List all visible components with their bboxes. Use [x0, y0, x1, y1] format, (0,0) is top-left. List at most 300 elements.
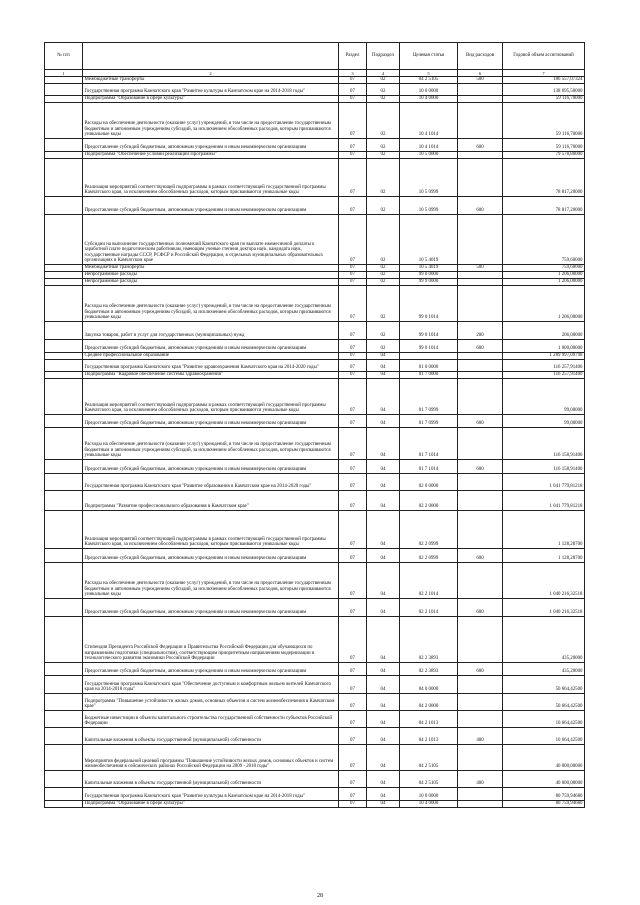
row-exptype-cell: 500	[458, 265, 503, 272]
row-name-cell: Предоставление субсидий бюджетным, автономным учреждениям и иным некоммерческим организациям	[83, 139, 339, 152]
row-num-cell	[45, 801, 83, 808]
row-subsection-cell: 02	[367, 77, 400, 84]
row-section-cell: 07	[339, 801, 367, 808]
table-row	[45, 771, 585, 788]
row-target-cell: 99 9 0000	[400, 279, 458, 286]
row-target-cell: 04 2 5105	[400, 745, 458, 771]
row-exptype-cell	[458, 272, 503, 279]
row-exptype-cell	[458, 474, 503, 491]
row-amount-cell: 80 759,94680	[503, 788, 585, 801]
header-section: Раздел	[339, 43, 367, 70]
table-row	[45, 549, 585, 563]
table-row	[45, 663, 585, 676]
row-section-cell: 07	[339, 77, 367, 84]
row-subsection-cell: 04	[367, 491, 400, 511]
row-name-cell: Государственная программа Камчатского края "Развитие здравоохранения Камчатского края на 2014-2020 годы"	[83, 360, 339, 372]
row-target-cell: 04 2 5105	[400, 77, 458, 84]
row-exptype-cell	[458, 694, 503, 711]
row-amount-cell: 116 257,91400	[503, 372, 585, 379]
row-section-cell: 07	[339, 272, 367, 279]
row-name-cell: Непрограммные расходы	[83, 279, 339, 286]
row-subsection-cell: 04	[367, 511, 400, 549]
row-section-cell: 07	[339, 353, 367, 360]
row-name-cell: Расходы на обеспечение деятельности (оказание услуг) учреждений, в том числе на предоставление государственным бюджетным и автономным учреждениям субсидий, за исключением обособленных расходов, которым присваиваются уникальные коды	[83, 103, 339, 139]
table-row	[45, 84, 585, 96]
row-subsection-cell: 04	[367, 549, 400, 563]
row-target-cell: 04 2 1013	[400, 711, 458, 728]
row-subsection-cell: 04	[367, 711, 400, 728]
row-subsection-cell: 04	[367, 460, 400, 474]
row-target-cell: 10 4 1014	[400, 139, 458, 152]
table-row	[45, 152, 585, 159]
row-exptype-cell	[458, 428, 503, 460]
row-subsection-cell: 04	[367, 428, 400, 460]
row-num-cell	[45, 77, 83, 84]
row-name-cell: Мероприятия федеральной целевой программы "Повышение устойчивости жилых домов, основных объектов и систем жизнеобеспечения в сейсмических районах Российской Федерации на 2009 - 2018 годы"	[83, 745, 339, 771]
table-row	[45, 428, 585, 460]
row-subsection-cell: 02	[367, 197, 400, 215]
row-section-cell: 07	[339, 771, 367, 788]
row-num-cell	[45, 617, 83, 663]
row-name-cell: Подпрограмма "Развитие профессионального образования в Камчатском крае"	[83, 491, 339, 511]
row-name-cell: Непрограммные расходы	[83, 272, 339, 279]
row-num-cell	[45, 340, 83, 353]
row-subsection-cell: 02	[367, 265, 400, 272]
table-row	[45, 745, 585, 771]
row-exptype-cell	[458, 159, 503, 197]
table-row	[45, 77, 585, 84]
row-exptype-cell	[458, 788, 503, 801]
row-name-cell: Подпрограмма "Повышение устойчивости жилых домов, основных объектов и систем жизнеобеспечения в Камчатском крае"	[83, 694, 339, 711]
row-amount-cell: 1 040 216,32518	[503, 599, 585, 617]
row-amount-cell: 1 128,28700	[503, 549, 585, 563]
row-subsection-cell: 04	[367, 694, 400, 711]
row-amount-cell: 1 289 997,09798	[503, 353, 585, 360]
row-num-cell	[45, 379, 83, 415]
row-subsection-cell: 04	[367, 788, 400, 801]
row-num-cell	[45, 322, 83, 340]
row-subsection-cell: 04	[367, 372, 400, 379]
row-target-cell: 01 7 0999	[400, 379, 458, 415]
row-num-cell	[45, 491, 83, 511]
row-name-cell: Государственная программа Камчатского края "Развитие культуры в Камчатском крае на 2014-2018 годы"	[83, 788, 339, 801]
row-exptype-cell: 200	[458, 322, 503, 340]
row-num-cell	[45, 265, 83, 272]
row-section-cell: 07	[339, 322, 367, 340]
row-section-cell: 07	[339, 491, 367, 511]
column-index-row	[45, 70, 585, 77]
row-subsection-cell: 04	[367, 379, 400, 415]
header-row	[45, 43, 585, 70]
row-amount-cell: 1 206,00000	[503, 286, 585, 322]
row-name-cell: Реализация мероприятий соответствующей подпрограммы в рамках соответствующей государственной программы Камчатского края, за исключением обособленных расходов, которым присваиваются уникальные коды	[83, 379, 339, 415]
row-exptype-cell: 600	[458, 460, 503, 474]
header-num: № п/п	[45, 43, 83, 70]
table-row	[45, 272, 585, 279]
row-section-cell: 07	[339, 563, 367, 599]
row-target-cell: 02 2 3893	[400, 617, 458, 663]
row-subsection-cell: 04	[367, 728, 400, 745]
row-exptype-cell	[458, 353, 503, 360]
row-target-cell: 10 4 0000	[400, 801, 458, 808]
row-subsection-cell: 04	[367, 771, 400, 788]
table-row	[45, 563, 585, 599]
row-section-cell: 07	[339, 663, 367, 676]
row-subsection-cell: 04	[367, 353, 400, 360]
row-num-cell	[45, 279, 83, 286]
row-section-cell: 07	[339, 694, 367, 711]
row-section-cell: 07	[339, 617, 367, 663]
row-exptype-cell	[458, 84, 503, 96]
header-exptype: Вид расходов	[458, 43, 503, 70]
row-section-cell: 07	[339, 711, 367, 728]
row-amount-cell: 59 116,70000	[503, 139, 585, 152]
row-subsection-cell: 02	[367, 139, 400, 152]
row-target-cell: 10 5 0999	[400, 159, 458, 197]
row-exptype-cell	[458, 491, 503, 511]
table-row	[45, 159, 585, 197]
row-name-cell: Предоставление субсидий бюджетным, автономным учреждениям и иным некоммерческим организациям	[83, 197, 339, 215]
row-amount-cell: 116 158,91400	[503, 428, 585, 460]
table-row	[45, 788, 585, 801]
page-number: 28	[317, 893, 323, 899]
row-subsection-cell: 02	[367, 103, 400, 139]
row-num-cell	[45, 197, 83, 215]
row-name-cell: Среднее профессиональное образование	[83, 353, 339, 360]
row-exptype-cell: 600	[458, 139, 503, 152]
row-amount-cell: 59 116,70000	[503, 103, 585, 139]
row-section-cell: 07	[339, 745, 367, 771]
row-section-cell: 07	[339, 428, 367, 460]
row-num-cell	[45, 711, 83, 728]
row-section-cell: 07	[339, 103, 367, 139]
row-name-cell: Расходы на обеспечение деятельности (оказание услуг) учреждений, в том числе на предоставление государственным бюджетным и автономным учреждениям субсидий, за исключением обособленных расходов, которым присваиваются уникальные коды	[83, 563, 339, 599]
table-row	[45, 491, 585, 511]
table-row	[45, 460, 585, 474]
row-target-cell: 04 2 1013	[400, 728, 458, 745]
row-section-cell: 07	[339, 215, 367, 265]
row-target-cell: 10 0 0000	[400, 84, 458, 96]
row-name-cell: Бюджетные инвестиции в объекты капитального строительства государственной собственности субъектов Российской Федерации	[83, 711, 339, 728]
row-num-cell	[45, 771, 83, 788]
row-exptype-cell	[458, 511, 503, 549]
row-num-cell	[45, 745, 83, 771]
row-section-cell: 07	[339, 197, 367, 215]
row-subsection-cell: 02	[367, 159, 400, 197]
row-name-cell: Межбюджетные трансферты	[83, 77, 339, 84]
row-target-cell: 99 0 1014	[400, 286, 458, 322]
row-target-cell: 10 5 4019	[400, 265, 458, 272]
row-subsection-cell: 04	[367, 663, 400, 676]
row-amount-cell: 1 000,00000	[503, 340, 585, 353]
row-exptype-cell: 600	[458, 663, 503, 676]
row-section-cell: 07	[339, 549, 367, 563]
row-exptype-cell	[458, 215, 503, 265]
header-target: Целевая статья	[400, 43, 458, 70]
row-target-cell: 10 0 0000	[400, 788, 458, 801]
table-row	[45, 801, 585, 808]
row-section-cell: 07	[339, 474, 367, 491]
row-num-cell	[45, 676, 83, 694]
row-name-cell: Предоставление субсидий бюджетным, автономным учреждениям и иным некоммерческим организациям	[83, 460, 339, 474]
row-name-cell: Субсидии на выполнение государственных полномочий Камчатского края по выплате ежемесячной доплаты к заработной плате педагогическим работникам, имеющим ученые степени доктора наук, кандидата наук, государственные награды СССР, РСФСР и Российской Федерации, в отдельных муниципальных образовательных организациях в Камчатском крае	[83, 215, 339, 265]
row-amount-cell: 116 158,91400	[503, 460, 585, 474]
table-row	[45, 694, 585, 711]
row-num-cell	[45, 549, 83, 563]
row-name-cell: Предоставление субсидий бюджетным, автономным учреждениям и иным некоммерческим организациям	[83, 599, 339, 617]
row-subsection-cell: 02	[367, 272, 400, 279]
row-num-cell	[45, 788, 83, 801]
row-amount-cell: 1 206,00000	[503, 279, 585, 286]
row-target-cell: 10 5 0999	[400, 197, 458, 215]
row-amount-cell: 50 664,42500	[503, 694, 585, 711]
budget-table	[44, 42, 585, 808]
row-name-cell: Предоставление субсидий бюджетным, автономным учреждениям и иным некоммерческим организациям	[83, 663, 339, 676]
row-target-cell: 04 2 0000	[400, 694, 458, 711]
row-amount-cell: 40 000,00000	[503, 771, 585, 788]
row-amount-cell: 116 257,91400	[503, 360, 585, 372]
row-name-cell: Подпрограмма "Образование в сфере культуры"	[83, 801, 339, 808]
row-name-cell: Расходы на обеспечение деятельности (оказание услуг) учреждений, в том числе на предоставление государственным бюджетным и автономным учреждениям субсидий, за исключением обособленных расходов, которым присваиваются уникальные коды	[83, 428, 339, 460]
row-section-cell: 07	[339, 372, 367, 379]
header-amount: Годовой объем ассигнований	[503, 43, 585, 70]
row-name-cell: Стипендия Президента Российской Федерации и Правительства Российской Федерации для обучающихся по направлениям подготовки (специальностям), соответствующим приоритетным направлениям модернизации и технологического развития экономики Российской Федерации	[83, 617, 339, 663]
row-section-cell: 07	[339, 84, 367, 96]
row-name-cell: Реализация мероприятий соответствующей подпрограммы в рамках соответствующей государственной программы Камчатского края, за исключением обособленных расходов, которым присваиваются уникальные коды	[83, 159, 339, 197]
row-subsection-cell: 02	[367, 96, 400, 103]
row-section-cell: 07	[339, 379, 367, 415]
row-amount-cell: 78 817,20000	[503, 197, 585, 215]
row-target-cell: 10 4 0000	[400, 96, 458, 103]
row-num-cell	[45, 272, 83, 279]
row-num-cell	[45, 428, 83, 460]
row-subsection-cell: 04	[367, 676, 400, 694]
row-section-cell: 07	[339, 159, 367, 197]
row-name-cell: Расходы на обеспечение деятельности (оказание услуг) учреждений, в том числе на предоставление государственным бюджетным и автономным учреждениям субсидий, за исключением обособленных расходов, которым присваиваются уникальные коды	[83, 286, 339, 322]
row-exptype-cell: 600	[458, 599, 503, 617]
row-exptype-cell	[458, 617, 503, 663]
row-num-cell	[45, 474, 83, 491]
row-subsection-cell: 04	[367, 474, 400, 491]
row-amount-cell: 40 000,00000	[503, 745, 585, 771]
row-subsection-cell: 04	[367, 745, 400, 771]
row-num-cell	[45, 103, 83, 139]
row-amount-cell: 759,60000	[503, 215, 585, 265]
row-num-cell	[45, 728, 83, 745]
index-cell: 7	[503, 70, 585, 77]
row-name-cell: Предоставление субсидий бюджетным, автономным учреждениям и иным некоммерческим организациям	[83, 415, 339, 428]
row-target-cell: 10 5 0000	[400, 152, 458, 159]
row-num-cell	[45, 152, 83, 159]
index-cell: 2	[83, 70, 339, 77]
header-subsection: Подраздел	[367, 43, 400, 70]
table-row	[45, 265, 585, 272]
header-name	[83, 43, 339, 70]
row-num-cell	[45, 215, 83, 265]
table-row	[45, 139, 585, 152]
row-amount-cell: 435,20000	[503, 663, 585, 676]
row-subsection-cell: 04	[367, 415, 400, 428]
row-amount-cell: 10 664,42500	[503, 711, 585, 728]
row-section-cell: 07	[339, 340, 367, 353]
row-amount-cell: 59 116,70000	[503, 96, 585, 103]
row-name-cell: Подпрограмма "Обеспечение условий реализации Программы"	[83, 152, 339, 159]
row-exptype-cell	[458, 103, 503, 139]
row-amount-cell: 10 664,42500	[503, 728, 585, 745]
row-amount-cell: 435,20000	[503, 617, 585, 663]
table-row	[45, 728, 585, 745]
row-num-cell	[45, 159, 83, 197]
row-target-cell: 01 7 1014	[400, 428, 458, 460]
row-target-cell: 02 2 0999	[400, 549, 458, 563]
row-section-cell: 07	[339, 265, 367, 272]
table-row	[45, 379, 585, 415]
row-amount-cell: 80 759,94680	[503, 801, 585, 808]
row-name-cell: Подпрограмма "Кадровое обеспечение системы здравоохранения"	[83, 372, 339, 379]
row-subsection-cell: 04	[367, 360, 400, 372]
table-row	[45, 197, 585, 215]
row-amount-cell: 99,00000	[503, 379, 585, 415]
row-exptype-cell: 600	[458, 340, 503, 353]
row-name-cell: Подпрограмма "Образование в сфере культуры"	[83, 96, 339, 103]
table-body	[45, 77, 585, 808]
row-exptype-cell	[458, 379, 503, 415]
row-subsection-cell: 04	[367, 801, 400, 808]
row-section-cell: 07	[339, 279, 367, 286]
row-subsection-cell: 02	[367, 279, 400, 286]
row-section-cell: 07	[339, 511, 367, 549]
index-cell: 6	[458, 70, 503, 77]
row-exptype-cell: 600	[458, 549, 503, 563]
row-target-cell: 02 2 3893	[400, 663, 458, 676]
row-name-cell: Государственная программа Камчатского края "Обеспечение доступным и комфортным жильем жителей Камчатского края на 2014-2018 годы"	[83, 676, 339, 694]
table-row	[45, 286, 585, 322]
table-row	[45, 415, 585, 428]
row-target-cell: 01 7 0999	[400, 415, 458, 428]
row-num-cell	[45, 415, 83, 428]
table-row	[45, 360, 585, 372]
row-num-cell	[45, 694, 83, 711]
table-row	[45, 474, 585, 491]
row-num-cell	[45, 599, 83, 617]
row-section-cell: 07	[339, 139, 367, 152]
row-section-cell: 07	[339, 96, 367, 103]
row-target-cell: 04 0 0000	[400, 676, 458, 694]
row-target-cell: 99 0 1014	[400, 322, 458, 340]
index-cell: 1	[45, 70, 83, 77]
row-target-cell: 01 7 0000	[400, 372, 458, 379]
row-amount-cell: 1 041 779,81218	[503, 474, 585, 491]
row-subsection-cell: 02	[367, 84, 400, 96]
row-num-cell	[45, 353, 83, 360]
row-section-cell: 07	[339, 676, 367, 694]
table-row	[45, 599, 585, 617]
row-exptype-cell	[458, 152, 503, 159]
row-name-cell: Реализация мероприятий соответствующей подпрограммы в рамках соответствующей государственной программы Камчатского края, за исключением обособленных расходов, которым присваиваются уникальные коды	[83, 511, 339, 549]
row-target-cell: 01 0 0000	[400, 360, 458, 372]
row-target-cell: 99 0 1014	[400, 340, 458, 353]
row-amount-cell: 99,00000	[503, 415, 585, 428]
table-row	[45, 617, 585, 663]
table-row	[45, 353, 585, 360]
row-exptype-cell: 600	[458, 415, 503, 428]
row-target-cell: 02 2 1014	[400, 563, 458, 599]
index-cell: 4	[367, 70, 400, 77]
row-exptype-cell: 600	[458, 197, 503, 215]
row-exptype-cell	[458, 676, 503, 694]
row-name-cell: Предоставление субсидий бюджетным, автономным учреждениям и иным некоммерческим организациям	[83, 340, 339, 353]
table-row	[45, 511, 585, 549]
row-exptype-cell	[458, 801, 503, 808]
row-exptype-cell	[458, 279, 503, 286]
row-exptype-cell: 400	[458, 771, 503, 788]
row-subsection-cell: 04	[367, 617, 400, 663]
row-amount-cell: 138 695,50000	[503, 84, 585, 96]
row-subsection-cell: 02	[367, 340, 400, 353]
row-amount-cell: 79 578,80000	[503, 152, 585, 159]
row-target-cell: 02 0 0000	[400, 474, 458, 491]
table-row	[45, 215, 585, 265]
index-cell: 5	[400, 70, 458, 77]
row-amount-cell: 1 128,28700	[503, 511, 585, 549]
row-target-cell: 10 4 1014	[400, 103, 458, 139]
row-name-cell: Межбюджетные трансферты	[83, 265, 339, 272]
row-section-cell: 07	[339, 152, 367, 159]
row-num-cell	[45, 563, 83, 599]
row-target-cell: 99 0 0000	[400, 272, 458, 279]
row-num-cell	[45, 139, 83, 152]
row-amount-cell: 759,60000	[503, 265, 585, 272]
table-row	[45, 103, 585, 139]
row-subsection-cell: 04	[367, 563, 400, 599]
row-name-cell: Предоставление субсидий бюджетным, автономным учреждениям и иным некоммерческим организациям	[83, 549, 339, 563]
row-subsection-cell: 02	[367, 152, 400, 159]
row-section-cell: 07	[339, 599, 367, 617]
row-target-cell: 01 7 1014	[400, 460, 458, 474]
row-num-cell	[45, 663, 83, 676]
row-section-cell: 07	[339, 788, 367, 801]
row-exptype-cell: 400	[458, 728, 503, 745]
row-section-cell: 07	[339, 460, 367, 474]
row-amount-cell: 1 041 779,81218	[503, 491, 585, 511]
row-exptype-cell	[458, 745, 503, 771]
row-target-cell	[400, 353, 458, 360]
row-name-cell: Капитальные вложения в объекты государственной (муниципальной) собственности	[83, 728, 339, 745]
row-subsection-cell: 02	[367, 286, 400, 322]
row-num-cell	[45, 511, 83, 549]
row-amount-cell: 206,00000	[503, 322, 585, 340]
row-num-cell	[45, 360, 83, 372]
row-num-cell	[45, 96, 83, 103]
row-num-cell	[45, 84, 83, 96]
row-target-cell: 10 5 4019	[400, 215, 458, 265]
row-target-cell: 02 2 0999	[400, 511, 458, 549]
row-exptype-cell	[458, 372, 503, 379]
table-row	[45, 96, 585, 103]
row-section-cell: 07	[339, 728, 367, 745]
row-exptype-cell	[458, 563, 503, 599]
row-target-cell: 02 2 1014	[400, 599, 458, 617]
table-row	[45, 676, 585, 694]
row-amount-cell: 1 040 216,32518	[503, 563, 585, 599]
row-section-cell: 07	[339, 286, 367, 322]
index-cell: 3	[339, 70, 367, 77]
row-exptype-cell	[458, 286, 503, 322]
row-subsection-cell: 04	[367, 599, 400, 617]
row-exptype-cell: 500	[458, 77, 503, 84]
row-amount-cell: 1 206,00000	[503, 272, 585, 279]
row-amount-cell: 186 557,07324	[503, 77, 585, 84]
